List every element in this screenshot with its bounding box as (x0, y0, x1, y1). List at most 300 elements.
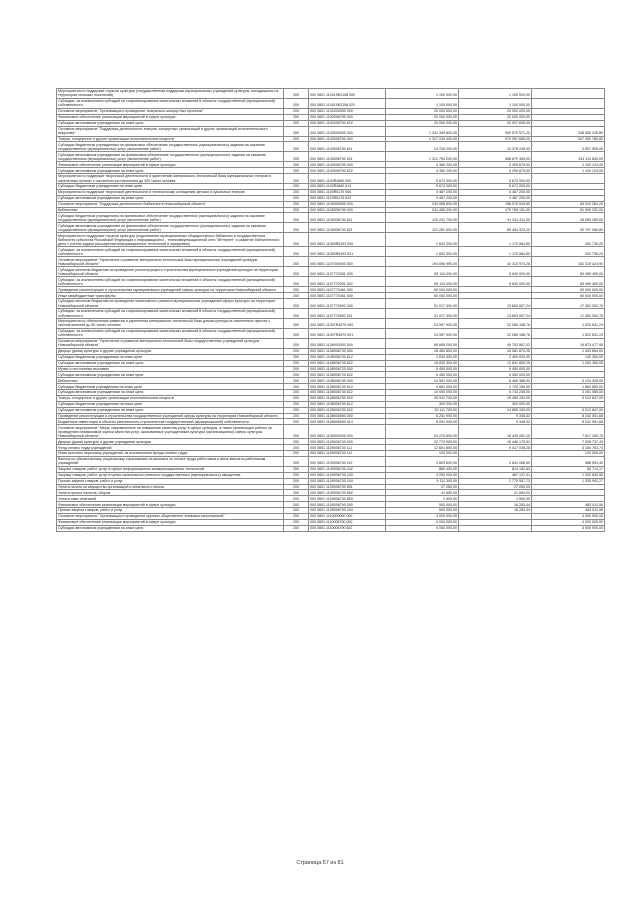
row-code-cell: 200 (284, 120, 309, 126)
table-row (57, 267, 605, 277)
row-code-cell: 200 (284, 354, 309, 360)
row-assigned-cell: 1 341 399 800,00 (386, 126, 459, 136)
row-name-cell: Субсидии автономным учреждениям на иные цели (57, 120, 284, 126)
row-assigned-cell: 5 673 000,00 (386, 174, 459, 184)
row-unexecuted-cell: 432 735,20 (532, 233, 605, 247)
row-name-cell: Субсидии автономным учреждениям на иные цели (57, 168, 284, 174)
row-unexecuted-cell: 120 000,00 (532, 451, 605, 457)
budget-report-sheet (56, 88, 603, 532)
row-name-cell: Прочая закупка товаров, работ и услуг (57, 478, 284, 484)
row-code-cell: 200 (284, 257, 309, 267)
row-unexecuted-cell: 344 114 830,00 (532, 152, 605, 162)
row-kbk-cell: 000 0801 11050R5193 521 (309, 247, 386, 257)
row-unexecuted-cell: 17 353 392,76 (532, 299, 605, 309)
row-code-cell: 200 (284, 152, 309, 162)
row-name-cell: Основное мероприятие "Меры, направленные на повышение качества услуг в сфере культуры, а также организация работы по проведению независимой оценки качества услуг, оказываемых учреждениями культуры (организациями) сферы культуры Новосибирской области" (57, 425, 284, 439)
row-code-cell: 200 (284, 451, 309, 457)
row-kbk-cell: 000 0801 1109006730 242 (309, 466, 386, 472)
row-assigned-cell: 20 000 000,00 (386, 108, 459, 114)
row-code-cell: 200 (284, 372, 309, 378)
table-row (57, 213, 605, 223)
row-kbk-cell: 000 0801 11050R5193 000 (309, 233, 386, 247)
row-executed-cell: 300 000,00 (459, 401, 532, 407)
row-assigned-cell: 4 111 300,00 (386, 478, 459, 484)
row-code-cell: 200 (284, 195, 309, 201)
row-name-cell: Субсидии автономным учреждениям на иные цели (57, 360, 284, 366)
row-unexecuted-cell: 8 242 551,68 (532, 413, 605, 419)
row-unexecuted-cell: 17 353 392,76 (532, 309, 605, 319)
row-unexecuted-cell: 83 469 450,00 (532, 277, 605, 287)
row-name-cell: Субсидии бюджетным учреждениям на иные цели (57, 184, 284, 190)
row-executed-cell: 158 078 515,80 (459, 201, 532, 207)
row-assigned-cell: 1 312 763 200,00 (386, 152, 459, 162)
row-assigned-cell: 4 000 000,00 (386, 513, 459, 519)
row-code-cell: 200 (284, 98, 309, 108)
row-code-cell: 200 (284, 247, 309, 257)
budget-table-body (57, 89, 605, 532)
row-name-cell: Взносы по обязательному социальному страхованию на выплаты по оплате труда работников и иные выплаты работникам учреждений (57, 456, 284, 466)
table-row (57, 525, 605, 531)
row-unexecuted-cell: 85 010 284,20 (532, 201, 605, 207)
row-code-cell: 200 (284, 407, 309, 413)
row-kbk-cell: 000 0801 1103000000 000 (309, 126, 386, 136)
row-code-cell: 200 (284, 525, 309, 531)
row-unexecuted-cell: 1 493 654,00 (532, 348, 605, 354)
row-unexecuted-cell: 3 184 763,74 (532, 445, 605, 451)
row-kbk-cell: 000 0801 1108006740 622 (309, 390, 386, 396)
row-name-cell: Основное мероприятие "Организация и проведение крупных общественно значимых мероприятий" (57, 513, 284, 519)
row-name-cell: Субсидии, за исключением субсидий на софинансирование капитальных вложений в объекты государственной (муниципальной) собственности (57, 309, 284, 319)
row-name-cell: Субсидии автономным учреждениям на финансовое обеспечение государственного (муниципального) задания на оказание государственных (муниципальных) услуг (выполнение работ) (57, 152, 284, 162)
budget-table (56, 88, 605, 532)
row-executed-cell: 10 378 245,00 (459, 142, 532, 152)
row-executed-cell: 15 081 870,25 (459, 348, 532, 354)
row-executed-cell: 2 726 150,00 (459, 384, 532, 390)
table-row (57, 98, 605, 108)
row-kbk-cell: 000 0801 1109006730 112 (309, 451, 386, 457)
row-unexecuted-cell: 130 260,00 (532, 354, 605, 360)
row-executed-cell: 89 454 323,20 (459, 223, 532, 233)
table-row (57, 233, 605, 247)
row-executed-cell: 1 170 564,80 (459, 233, 532, 247)
row-name-cell: Субсидии автономным учреждениям на иные цели (57, 407, 284, 413)
row-executed-cell: 49 702 567,42 (459, 338, 532, 348)
row-name-cell: Субсидии местным бюджетам на проведение реконструкции и строительства муниципальных учреждений культуры на территории Новосибирской области (57, 267, 284, 277)
row-assigned-cell: 120 232 700,00 (386, 213, 459, 223)
row-executed-cell: 1 100 000,00 (459, 89, 532, 99)
row-assigned-cell: 4 360 200,00 (386, 168, 459, 174)
table-row (57, 152, 605, 162)
table-row (57, 425, 605, 439)
row-name-cell: Мероприятия по обеспечению развития и укрепления материально-технической базы домов культуры в населенных пунктах с числом жителей до 50 тысяч человек (57, 319, 284, 329)
row-assigned-cell: 1 327 039 400,00 (386, 136, 459, 142)
row-kbk-cell: 000 0801 1109006730 852 (309, 490, 386, 496)
row-kbk-cell: 000 0801 1107770251 000 (309, 267, 386, 277)
row-assigned-cell: 4 000 000,00 (386, 525, 459, 531)
row-executed-cell: 15 459 153,00 (459, 395, 532, 401)
row-code-cell: 200 (284, 390, 309, 396)
table-row (57, 338, 605, 348)
row-kbk-cell: 000 0801 1102006790 622 (309, 120, 386, 126)
row-executed-cell: 42 310 973,28 (459, 257, 532, 267)
row-unexecuted-cell: 1 862 850,00 (532, 384, 605, 390)
row-kbk-cell: 000 0801 1109006730 851 (309, 484, 386, 490)
row-name-cell: Закупка товаров, работ, услуг в сфере информационно-коммуникационных технологий (57, 466, 284, 472)
row-kbk-cell: 000 0801 1108006750 612 (309, 401, 386, 407)
row-assigned-cell: 241 455 300,00 (386, 207, 459, 213)
row-name-cell: Театры, концертные и другие организации исполнительских искусств (57, 136, 284, 142)
row-kbk-cell: 000 0801 110019Б3158 521 (309, 98, 386, 108)
row-code-cell: 200 (284, 267, 309, 277)
row-kbk-cell: 000 0801 1107770461 540 (309, 293, 386, 299)
row-kbk-cell: 000 0801 1108006730 612 (309, 354, 386, 360)
row-name-cell: Субсидии бюджетным учреждениям на иные цели (57, 354, 284, 360)
row-unexecuted-cell: 5 124 435,00 (532, 378, 605, 384)
row-executed-cell: 5 640 000,00 (459, 277, 532, 287)
row-assigned-cell: 24 597 900,00 (386, 319, 459, 329)
row-assigned-cell: 14 216 200,00 (386, 142, 459, 152)
row-kbk-cell: 000 0801 1108006750 622 (309, 407, 386, 413)
row-assigned-cell: 27 250,00 (386, 484, 459, 490)
row-executed-cell: 20 007 605,05 (459, 120, 532, 126)
row-name-cell: Дворцы (дома) культуры и другие учреждения культуры (57, 348, 284, 354)
table-row (57, 456, 605, 466)
row-kbk-cell: 000 0801 1103R5170 000 (309, 189, 386, 195)
table-row (57, 89, 605, 99)
row-code-cell: 200 (284, 472, 309, 478)
row-executed-cell: 16 449 281,10 (459, 425, 532, 439)
row-name-cell: Субсидии автономным учреждениям на иные цели (57, 390, 284, 396)
row-assigned-cell: 10 000 000,00 (386, 390, 459, 396)
row-executed-cell: 20 000 000,00 (459, 114, 532, 120)
row-assigned-cell: 31 017 300,00 (386, 309, 459, 319)
row-executed-cell (459, 525, 532, 531)
row-code-cell: 200 (284, 445, 309, 451)
table-row (57, 328, 605, 338)
row-unexecuted-cell: 5 012 847,00 (532, 407, 605, 413)
row-kbk-cell: 000 0801 1108006720 622 (309, 372, 386, 378)
row-kbk-cell: 000 0801 1109006790 000 (309, 502, 386, 508)
row-name-cell: Бюджетные инвестиции в объекты капитального строительства государственной (муниципальной) собственности (57, 419, 284, 425)
row-assigned-cell: 41 650,00 (386, 490, 459, 496)
row-unexecuted-cell: 3 837 955,00 (532, 142, 605, 152)
row-executed-cell: 22 085 168,76 (459, 319, 532, 329)
row-assigned-cell: 500 000,00 (386, 508, 459, 514)
row-name-cell: Закупка товаров, работ, услуг в целях капитального ремонта государственного (муниципального) имущества (57, 472, 284, 478)
row-code-cell: 200 (284, 201, 309, 207)
row-code-cell: 200 (284, 277, 309, 287)
row-executed-cell: 1 500,00 (459, 496, 532, 502)
row-executed-cell: 2 775 557,73 (459, 478, 532, 484)
row-executed-cell: 41 650,00 (459, 490, 532, 496)
row-kbk-cell: 000 0801 1109006730 119 (309, 456, 386, 466)
row-kbk-cell: 000 0801 1109006790 244 (309, 508, 386, 514)
row-unexecuted-cell: 1 522 631,24 (532, 328, 605, 338)
row-name-cell: Субсидии автономным учреждениям на финансовое обеспечение государственного (муниципального) задания на оказание государственных (муниципальных) услуг (выполнение работ) (57, 223, 284, 233)
row-executed-cell: 4 487 200,00 (459, 189, 532, 195)
row-kbk-cell: 000 0801 1110006790 622 (309, 525, 386, 531)
row-kbk-cell: 000 0801 1110006790 000 (309, 519, 386, 525)
row-code-cell: 200 (284, 328, 309, 338)
row-assigned-cell: 1 603 300,00 (386, 233, 459, 247)
row-assigned-cell: 89 110 000,00 (386, 277, 459, 287)
row-name-cell: Фонд оплаты труда учреждений (57, 445, 284, 451)
row-code-cell: 200 (284, 207, 309, 213)
row-unexecuted-cell: 988 594,40 (532, 456, 605, 466)
row-code-cell: 200 (284, 502, 309, 508)
row-name-cell: Субсидии, за исключением субсидий на софинансирование капитальных вложений в объекты государственной (муниципальной) собственности (57, 98, 284, 108)
row-kbk-cell: 000 0801 1105000000 000 (309, 201, 386, 207)
row-assigned-cell: 4 000 000,00 (386, 519, 459, 525)
row-code-cell: 200 (284, 108, 309, 114)
table-row (57, 319, 605, 329)
row-unexecuted-cell: 50 000 000,00 (532, 293, 605, 299)
row-code-cell: 200 (284, 213, 309, 223)
row-kbk-cell: 000 0801 1107770692 521 (309, 309, 386, 319)
row-unexecuted-cell: 1 100 124,00 (532, 168, 605, 174)
row-kbk-cell: 000 0801 1103R5170 622 (309, 195, 386, 201)
row-code-cell: 200 (284, 456, 309, 466)
row-unexecuted-cell: 4 000 000,00 (532, 519, 605, 525)
row-assigned-cell: 24 270 800,00 (386, 425, 459, 439)
row-code-cell: 200 (284, 348, 309, 354)
row-kbk-cell: 000 0801 1108006740 000 (309, 378, 386, 384)
row-assigned-cell: 4 661 000,00 (386, 384, 459, 390)
row-name-cell: Субсидии, за исключением субсидий на софинансирование капитальных вложений в объекты государственной (муниципальной) собственности (57, 247, 284, 257)
row-assigned-cell: 24 597 900,00 (386, 328, 459, 338)
row-assigned-cell: 14 591 000,00 (386, 378, 459, 384)
row-code-cell: 200 (284, 162, 309, 168)
row-kbk-cell: 000 0801 1108006730 622 (309, 360, 386, 366)
row-code-cell: 200 (284, 378, 309, 384)
row-name-cell: Финансовое обеспечение реализации мероприятий в сфере культуры (57, 519, 284, 525)
row-executed-cell: 5 673 000,00 (459, 184, 532, 190)
row-executed-cell: 814 182,83 (459, 466, 532, 472)
row-name-cell: Театры, концертные и другие организации исполнительских искусств (57, 395, 284, 401)
row-executed-cell: 14 859 153,00 (459, 407, 532, 413)
table-row (57, 247, 605, 257)
row-name-cell: Основное мероприятие "Укрепление и развитие материально-технической базы муниципальных учреждений культуры Новосибирской области" (57, 257, 284, 267)
row-kbk-cell: 000 0801 1103006790 000 (309, 162, 386, 168)
row-kbk-cell: 000 0801 1103006750 611 (309, 142, 386, 152)
row-kbk-cell: 000 0801 1109006730 000 (309, 439, 386, 445)
row-name-cell: Субсидии, за исключением субсидий на софинансирование капитальных вложений в объекты государственной (муниципальной) собственности (57, 277, 284, 287)
row-kbk-cell: 000 0801 1107770692 000 (309, 299, 386, 309)
row-name-cell: Проведение реконструкции и строительства государственных учреждений сферы культуры на территории Новосибирской области (57, 413, 284, 419)
row-executed-cell: 22 085 168,76 (459, 328, 532, 338)
row-kbk-cell: 000 0801 1107770461 000 (309, 287, 386, 293)
row-kbk-cell: 000 0801 1109000000 000 (309, 425, 386, 439)
row-code-cell: 200 (284, 439, 309, 445)
row-assigned-cell: 18 460 800,00 (386, 348, 459, 354)
row-assigned-cell: 300 000,00 (386, 401, 459, 407)
row-kbk-cell: 000 0801 1109006730 244 (309, 478, 386, 484)
row-assigned-cell: 4 360 200,00 (386, 162, 459, 168)
row-kbk-cell: 000 0801 1108000000 000 (309, 338, 386, 348)
row-assigned-cell: 3 250 000,00 (386, 472, 459, 478)
table-row (57, 309, 605, 319)
row-assigned-cell: 2 630 500,00 (386, 354, 459, 360)
row-kbk-cell: 000 0801 1108006950 000 (309, 413, 386, 419)
row-code-cell: 200 (284, 287, 309, 293)
row-name-cell: Иные выплаты персоналу учреждений, за исключением фонда оплаты труда (57, 451, 284, 457)
row-name-cell: Субсидии автономным учреждениям на иные цели (57, 195, 284, 201)
row-code-cell: 200 (284, 136, 309, 142)
row-unexecuted-cell: 483 511,56 (532, 502, 605, 508)
row-unexecuted-cell (532, 174, 605, 184)
row-unexecuted-cell: 1 253 350,00 (532, 360, 605, 366)
row-code-cell: 200 (284, 401, 309, 407)
row-assigned-cell: 194 696 990,00 (386, 257, 459, 267)
row-name-cell: Субсидии автономным учреждениям на иные цели (57, 372, 284, 378)
row-code-cell: 200 (284, 513, 309, 519)
row-name-cell: Музеи и постоянные выставки (57, 366, 284, 372)
row-kbk-cell: 000 0801 1105006740 000 (309, 207, 386, 213)
row-name-cell: Библиотеки (57, 378, 284, 384)
row-code-cell: 200 (284, 508, 309, 514)
row-name-cell: Субсидии, за исключением субсидий на софинансирование капитальных вложений в объекты государственной (муниципальной) собственности (57, 328, 284, 338)
row-executed-cell: 16 283,44 (459, 508, 532, 514)
row-kbk-cell: 000 0801 1103006790 622 (309, 168, 386, 174)
row-code-cell: 200 (284, 395, 309, 401)
row-assigned-cell: 8 251 900,00 (386, 419, 459, 425)
row-code-cell: 200 (284, 360, 309, 366)
row-assigned-cell: 20 511 700,00 (386, 395, 459, 401)
table-row (57, 223, 605, 233)
row-unexecuted-cell: 81 530 252,00 (532, 207, 605, 213)
row-executed-cell: 9 348,32 (459, 419, 532, 425)
row-unexecuted-cell: 8 242 551,68 (532, 419, 605, 425)
row-unexecuted-cell: 1 292 835,50 (532, 472, 605, 478)
row-kbk-cell: 000 0801 1108006720 000 (309, 366, 386, 372)
row-name-cell: Субсидии автономным учреждениям на иные цели (57, 525, 284, 531)
row-unexecuted-cell: 4 000 000,00 (532, 525, 605, 531)
row-name-cell: Основное мероприятие "Организация и проведение театрально-концертных проектов" (57, 108, 284, 114)
row-unexecuted-cell: 7 617 183,75 (532, 425, 605, 439)
row-assigned-cell: 89 110 000,00 (386, 267, 459, 277)
row-code-cell: 200 (284, 490, 309, 496)
row-kbk-cell: 000 0801 110019Б3158 000 (309, 89, 386, 99)
page-footer: Страница 57 из 81 (296, 860, 344, 866)
row-code-cell: 200 (284, 366, 309, 372)
row-code-cell: 200 (284, 425, 309, 439)
row-assigned-cell: 20 111 700,00 (386, 407, 459, 413)
row-unexecuted-cell: 1 522 631,24 (532, 319, 605, 329)
row-code-cell: 200 (284, 233, 309, 247)
row-executed-cell: 8 469 386,00 (459, 378, 532, 384)
row-executed-cell: 170 765 151,00 (459, 207, 532, 213)
row-executed-cell: 13 663 507,24 (459, 309, 532, 319)
table-row (57, 142, 605, 152)
row-executed-cell: 20 000 000,00 (459, 108, 532, 114)
row-executed-cell: 5 673 000,00 (459, 174, 532, 184)
row-assigned-cell: 5 450 000,00 (386, 366, 459, 372)
row-kbk-cell: 000 0801 1109006730 111 (309, 445, 386, 451)
row-code-cell: 200 (284, 126, 309, 136)
table-row (57, 174, 605, 184)
row-unexecuted-cell: 3 261 585,00 (532, 390, 605, 396)
row-assigned-cell: 500 000,00 (386, 502, 459, 508)
row-assigned-cell: 120 000,00 (386, 451, 459, 457)
row-name-cell: Основное мероприятие "Поддержка деятельности театров, концертных организаций и других организаций исполнительского искусства" (57, 126, 284, 136)
row-code-cell: 200 (284, 293, 309, 299)
row-executed-cell: 1 100 000,00 (459, 98, 532, 108)
row-unexecuted-cell: 1 100 124,00 (532, 162, 605, 168)
row-assigned-cell: 1 100 000,00 (386, 98, 459, 108)
row-executed-cell: 5 743 236,00 (459, 390, 532, 396)
row-name-cell: Мероприятия по поддержке творческой деятельности и укреплению материально-технической базы муниципальных театров в населенных пунктах с численностью населения до 300 тысяч человек (57, 174, 284, 184)
row-name-cell: Субсидии бюджетным учреждениям на финансовое обеспечение государственного (муниципального) задания на оказание государственных (муниципальных) услуг (выполнение работ) (57, 213, 284, 223)
row-executed-cell: 9 417 036,28 (459, 445, 532, 451)
row-executed-cell: 91 241 411,00 (459, 213, 532, 223)
row-kbk-cell: 000 0801 1103R4660 000 (309, 174, 386, 184)
row-assigned-cell: 50 000 000,00 (386, 293, 459, 299)
row-assigned-cell: 1 100 000,00 (386, 89, 459, 99)
row-kbk-cell: 000 0801 1103006750 000 (309, 136, 386, 142)
row-unexecuted-cell: 432 735,20 (532, 247, 605, 257)
row-name-cell: Субсидии местным бюджетам на проведение капитального ремонта муниципальных учреждений сферы культуры на территории Новосибирской области (57, 299, 284, 309)
row-assigned-cell: 22 770 900,00 (386, 439, 459, 445)
row-assigned-cell: 15 830 300,00 (386, 360, 459, 366)
table-row (57, 277, 605, 287)
row-assigned-cell: 4 487 200,00 (386, 189, 459, 195)
row-unexecuted-cell: 28 983 289,00 (532, 213, 605, 223)
row-executed-cell: 4 487 200,00 (459, 195, 532, 201)
row-kbk-cell: 000 0801 1109006730 243 (309, 472, 386, 478)
row-code-cell: 200 (284, 478, 309, 484)
row-kbk-cell: 000 0801 1103R4660 612 (309, 184, 386, 190)
row-kbk-cell: 000 0801 1108006950 414 (309, 419, 386, 425)
row-code-cell: 200 (284, 142, 309, 152)
row-executed-cell: 1 170 564,80 (459, 247, 532, 257)
row-assigned-cell: 20 000 000,00 (386, 120, 459, 126)
row-unexecuted-cell: 347 952 785,80 (532, 136, 605, 142)
row-name-cell: Основное мероприятие "Поддержка деятельности библиотек в Новосибирской области" (57, 201, 284, 207)
row-code-cell: 200 (284, 223, 309, 233)
row-name-cell: Финансовое обеспечение реализации мероприятий в сфере культуры (57, 114, 284, 120)
row-assigned-cell: 4 487 200,00 (386, 195, 459, 201)
row-assigned-cell: 1 500,00 (386, 496, 459, 502)
table-row (57, 126, 605, 136)
row-code-cell: 200 (284, 419, 309, 425)
row-assigned-cell: 3 829 600,00 (386, 456, 459, 466)
row-assigned-cell: 121 262 600,00 (386, 223, 459, 233)
row-assigned-cell: 12 601 800,00 (386, 445, 459, 451)
row-unexecuted-cell: 483 511,56 (532, 508, 605, 514)
row-kbk-cell: 000 0801 1108006730 000 (309, 348, 386, 354)
row-unexecuted-cell (532, 98, 605, 108)
row-code-cell: 200 (284, 466, 309, 472)
row-executed-cell: 979 057 685,20 (459, 136, 532, 142)
table-row (57, 257, 605, 267)
row-code-cell: 200 (284, 184, 309, 190)
row-name-cell: Мероприятия по поддержке творческой деятельности и техническому оснащению детских и кукольных театров (57, 189, 284, 195)
row-name-cell: Иные межбюджетные трансферты (57, 293, 284, 299)
row-assigned-cell: 243 088 800,00 (386, 201, 459, 207)
row-assigned-cell: 20 000 000,00 (386, 114, 459, 120)
row-name-cell: Мероприятия по поддержке отрасли культуры (государственная поддержка муниципальных учреждений культуры, находящихся на территории сельских поселений) (57, 89, 284, 99)
row-kbk-cell: 000 0801 1109006730 853 (309, 496, 386, 502)
row-assigned-cell: 8 251 900,00 (386, 413, 459, 419)
row-code-cell: 200 (284, 168, 309, 174)
row-unexecuted-cell: 50 000 000,00 (532, 287, 605, 293)
row-name-cell: Субсидии бюджетным учреждениям на финансовое обеспечение государственного (муниципального) задания на оказание государственных (муниципальных) услуг (выполнение работ) (57, 142, 284, 152)
row-code-cell: 200 (284, 384, 309, 390)
row-name-cell: Библиотеки (57, 207, 284, 213)
row-code-cell: 200 (284, 319, 309, 329)
row-code-cell: 200 (284, 89, 309, 99)
row-unexecuted-cell: 152 319 424,90 (532, 257, 605, 267)
